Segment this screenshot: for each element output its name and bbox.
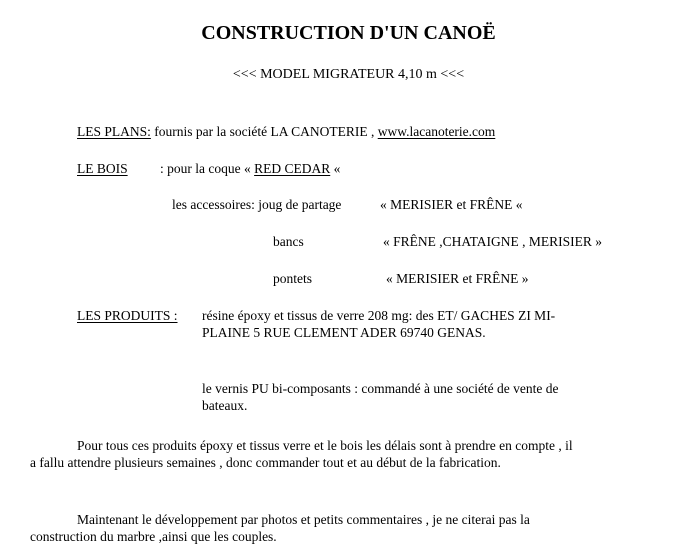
vernis-text bbox=[202, 380, 559, 414]
bois-coque-end: « bbox=[330, 161, 341, 176]
paragraph-delais-line-1: Pour tous ces produits époxy et tissus verre et le bois les délais sont à prendre en compte , il bbox=[77, 438, 573, 453]
bois-label-wrap bbox=[77, 160, 128, 177]
paragraph-developpement-line-1: Maintenant le développement par photos et petits commentaires , je ne citerai pas la bbox=[77, 512, 530, 527]
paragraph-developpement bbox=[30, 511, 530, 545]
produits-line-2: PLAINE 5 RUE CLEMENT ADER 69740 GENAS. bbox=[202, 325, 486, 340]
bancs-value: « FRÊNE ,CHATAIGNE , MERISIER » bbox=[383, 234, 603, 249]
vernis-line-2: bateaux. bbox=[202, 398, 248, 413]
paragraph-developpement-line-2: construction du marbre ,ainsi que les couples. bbox=[30, 529, 277, 544]
accessoires-label: les accessoires: joug de partage bbox=[172, 197, 342, 212]
bois-coque-line bbox=[160, 160, 340, 177]
pontets-label: pontets bbox=[273, 271, 312, 286]
document-subtitle: <<< MODEL MIGRATEUR 4,10 m <<< bbox=[232, 67, 465, 82]
plans-text: fournis par la société LA CANOTERIE , bbox=[150, 124, 378, 139]
bancs-label: bancs bbox=[273, 234, 304, 249]
paragraph-delais bbox=[30, 437, 573, 471]
produits-text bbox=[202, 307, 555, 341]
plans-line bbox=[77, 123, 495, 140]
bois-coque-text: : pour la coque « bbox=[160, 161, 255, 176]
produits-line-1: résine époxy et tissus de verre 208 mg: des ET/ GACHES ZI MI- bbox=[202, 308, 556, 323]
bois-label: LE BOIS bbox=[77, 161, 128, 176]
bois-coque-wood: RED CEDAR bbox=[254, 161, 331, 176]
produits-label: LES PRODUITS : bbox=[77, 308, 178, 323]
plans-label: LES PLANS: bbox=[77, 124, 151, 139]
produits-label-wrap bbox=[77, 307, 178, 324]
document-title: CONSTRUCTION D'UN CANOË bbox=[201, 22, 496, 44]
pontets-value: « MERISIER et FRÊNE » bbox=[386, 271, 529, 286]
accessoires-value: « MERISIER et FRÊNE « bbox=[380, 197, 523, 212]
vernis-line-1: le vernis PU bi-composants : commandé à une société de vente de bbox=[202, 381, 559, 396]
canoterie-link[interactable]: www.lacanoterie.com bbox=[377, 124, 496, 139]
paragraph-delais-line-2: a fallu attendre plusieurs semaines , donc commander tout et au début de la fabrication. bbox=[30, 455, 501, 470]
